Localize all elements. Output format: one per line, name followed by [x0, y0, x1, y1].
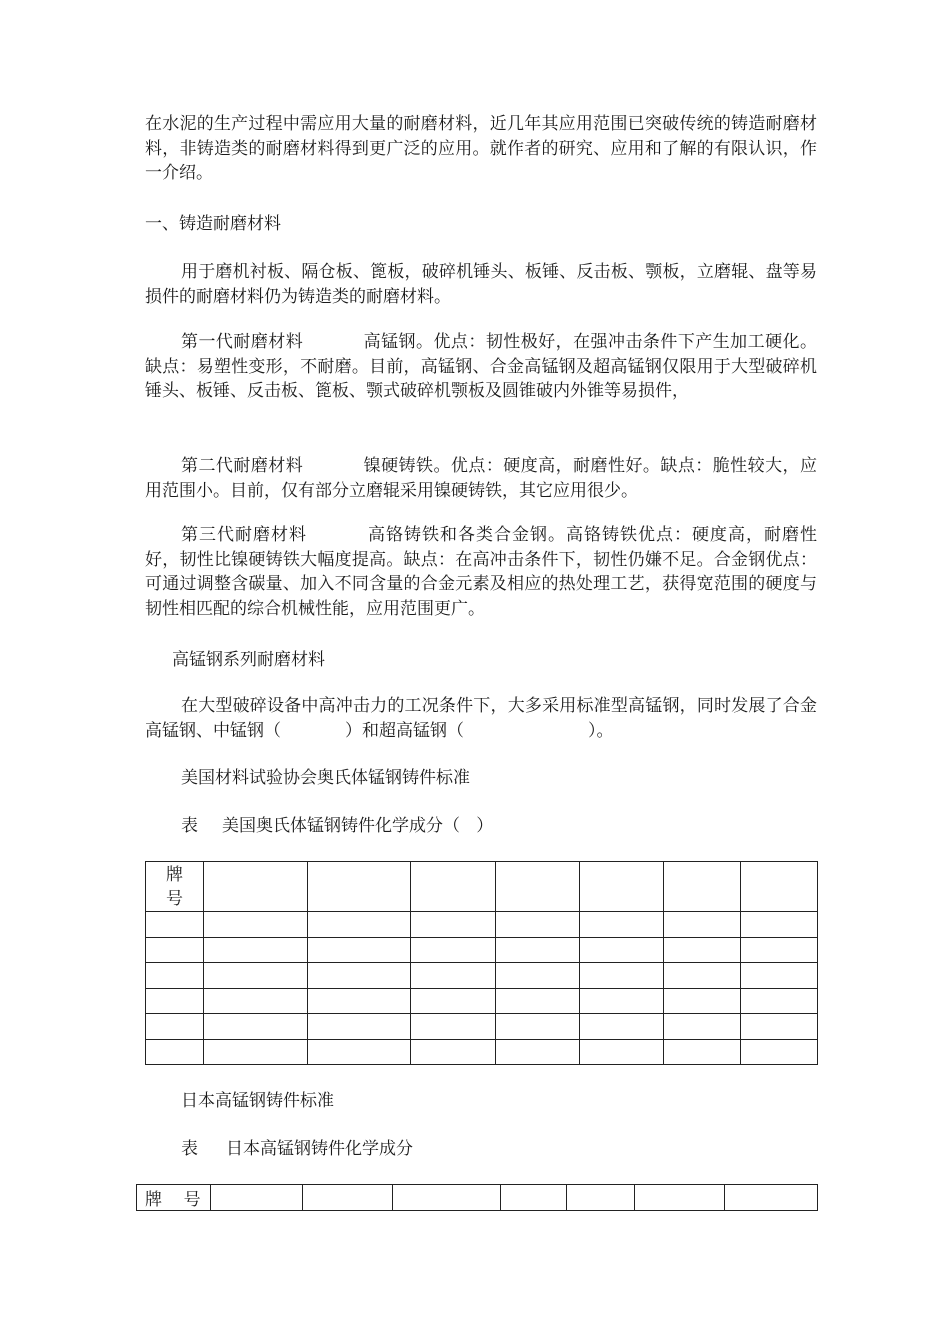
table-cell	[580, 862, 664, 912]
table-cell	[411, 862, 496, 912]
table-cell	[411, 912, 496, 938]
table-cell	[146, 937, 204, 963]
mn-para-part-c: ）。	[588, 720, 614, 741]
gen1-label: 第一代耐磨材料	[181, 332, 304, 352]
table-cell	[204, 912, 308, 938]
table-cell	[411, 937, 496, 963]
table2-caption-label: 表	[181, 1139, 198, 1159]
table-row	[146, 1039, 818, 1065]
table-cell	[501, 1185, 567, 1211]
table-row	[146, 912, 818, 938]
table-cell	[580, 912, 664, 938]
table-cell	[308, 988, 411, 1014]
table-cell	[741, 937, 818, 963]
table-cell	[741, 862, 818, 912]
gen1-paragraph	[145, 330, 817, 404]
table-cell	[411, 1039, 496, 1065]
mn-para-part-a: 在大型破碎设备中高冲击力的工况条件下，大多采用标准型高锰钢，同时发展了合金高锰钢、中锰钢（	[145, 696, 817, 741]
astm-chemical-composition-table	[145, 861, 818, 1065]
table1-header-label: 牌号	[166, 864, 183, 909]
table-cell	[146, 1039, 204, 1065]
jis-chemical-composition-table	[136, 1184, 818, 1211]
table-cell	[580, 963, 664, 989]
table-cell	[725, 1185, 818, 1211]
table1-caption-label: 表	[181, 816, 198, 836]
table1-caption-text: 美国奥氏体锰钢铸件化学成分（ ）	[222, 816, 494, 836]
table-header-cell	[146, 862, 204, 912]
mn-series-paragraph	[145, 694, 817, 743]
table-cell	[308, 862, 411, 912]
table-row	[137, 1185, 818, 1211]
table-cell	[411, 963, 496, 989]
table-cell	[664, 862, 741, 912]
gen3-text: 高铬铸铁和各类合金钢。高铬铸铁优点：硬度高，耐磨性好，韧性比镍硬铸铁大幅度提高。缺点：在高冲击条件下，韧性仍嫌不足。合金钢优点：可通过调整含碳量、加入不同含量的合金元素及相应的热处理工艺，获得宽范围的硬度与韧性相匹配的综合机械性能，应用范围更广。	[145, 525, 817, 619]
table-cell	[664, 963, 741, 989]
table-cell	[211, 1185, 303, 1211]
table-cell	[580, 937, 664, 963]
table-cell	[664, 937, 741, 963]
table-cell	[580, 1039, 664, 1065]
table-cell	[664, 1039, 741, 1065]
table-cell	[496, 1014, 580, 1040]
table2-caption	[181, 1137, 413, 1161]
usage-paragraph: 用于磨机衬板、隔仓板、篦板，破碎机锤头、板锤、反击板、颚板，立磨辊、盘等易损件的耐磨材料仍为铸造类的耐磨材料。	[145, 262, 817, 307]
table-cell	[496, 937, 580, 963]
gen1-text: 高锰钢。优点：韧性极好，在强冲击条件下产生加工硬化。缺点：易塑性变形，不耐磨。目前，高锰钢、合金高锰钢及超高锰钢仅限用于大型破碎机锤头、板锤、反击板、篦板、颚式破碎机颚板及圆锥破内外锥等易损件，	[145, 332, 818, 401]
table-row	[146, 988, 818, 1014]
table-cell	[146, 963, 204, 989]
table-cell	[204, 988, 308, 1014]
gen3-label: 第三代耐磨材料	[181, 525, 307, 545]
table-row	[146, 1014, 818, 1040]
table-row	[146, 862, 818, 912]
gen2-label: 第二代耐磨材料	[181, 456, 304, 476]
table-cell	[741, 988, 818, 1014]
table-cell	[664, 1014, 741, 1040]
gen3-paragraph	[145, 523, 817, 621]
table-cell	[146, 1014, 204, 1040]
table1-caption	[181, 814, 493, 838]
table-cell	[741, 1039, 818, 1065]
astm-standard-heading: 美国材料试验协会奥氏体锰钢铸件标准	[181, 768, 470, 788]
table2-caption-text: 日本高锰钢铸件化学成分	[226, 1139, 413, 1159]
table-cell	[741, 912, 818, 938]
table-cell	[308, 963, 411, 989]
table-row	[146, 937, 818, 963]
table-cell	[496, 1039, 580, 1065]
table-cell	[496, 912, 580, 938]
mn-series-heading: 高锰钢系列耐磨材料	[172, 650, 325, 670]
table-cell	[664, 912, 741, 938]
table-cell	[496, 862, 580, 912]
table-cell	[496, 963, 580, 989]
table-cell	[741, 1014, 818, 1040]
gen2-paragraph	[145, 454, 817, 503]
table-cell	[308, 937, 411, 963]
table-cell	[303, 1185, 393, 1211]
gen2-text: 镍硬铸铁。优点：硬度高，耐磨性好。缺点：脆性较大，应用范围小。目前，仅有部分立磨辊采用镍硬铸铁，其它应用很少。	[145, 456, 818, 501]
table2-header-label: 牌 号	[145, 1190, 201, 1210]
table-cell	[308, 912, 411, 938]
table-cell	[664, 988, 741, 1014]
table-cell	[635, 1185, 725, 1211]
table-cell	[204, 937, 308, 963]
table-cell	[393, 1185, 501, 1211]
table-cell	[741, 963, 818, 989]
mn-para-part-b: ）和超高锰钢（	[345, 720, 464, 741]
table-cell	[204, 862, 308, 912]
table-cell	[146, 912, 204, 938]
table-cell	[308, 1039, 411, 1065]
table-cell	[496, 988, 580, 1014]
table-cell	[204, 1039, 308, 1065]
jis-standard-heading: 日本高锰钢铸件标准	[181, 1091, 334, 1111]
table-cell	[308, 1014, 411, 1040]
table-header-cell	[137, 1185, 211, 1211]
intro-paragraph: 在水泥的生产过程中需应用大量的耐磨材料，近几年其应用范围已突破传统的铸造耐磨材料，非铸造类的耐磨材料得到更广泛的应用。就作者的研究、应用和了解的有限认识，作一介绍。	[145, 114, 817, 183]
table-cell	[146, 988, 204, 1014]
table-cell	[411, 988, 496, 1014]
section-heading-casting: 一、铸造耐磨材料	[145, 214, 281, 234]
table-row	[146, 963, 818, 989]
table-cell	[204, 963, 308, 989]
table-cell	[580, 1014, 664, 1040]
table-cell	[567, 1185, 635, 1211]
table-cell	[204, 1014, 308, 1040]
table-cell	[411, 1014, 496, 1040]
table-cell	[580, 988, 664, 1014]
